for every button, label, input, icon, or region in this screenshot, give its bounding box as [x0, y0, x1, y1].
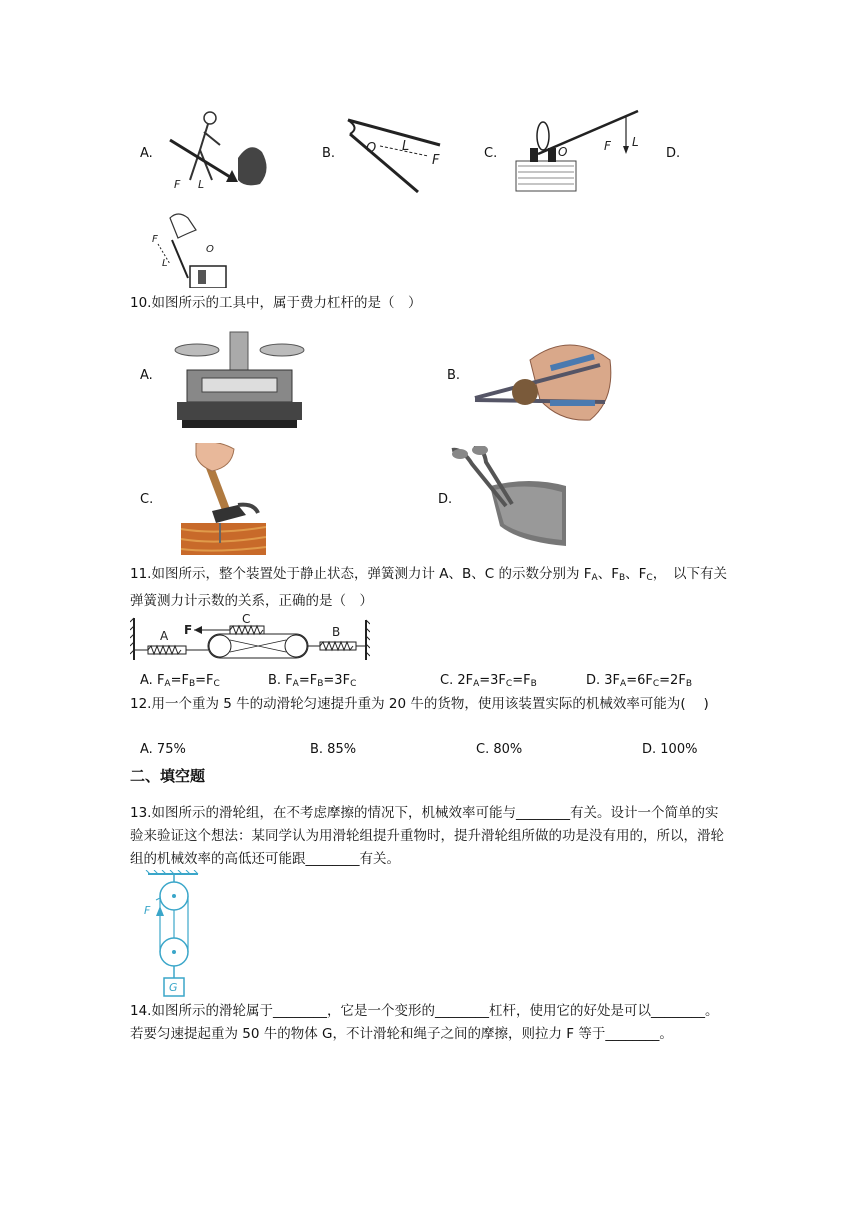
q11-stem: 11.如图所示，整个装置处于静止状态，弹簧测力计 A、B、C 的示数分别为 $F_A$、$F_B$、$F_C$， 以下有关弹簧测力计示数的关系，正确的是（ ） [130, 566, 727, 609]
q12-choice-b[interactable]: B. 85% [310, 742, 357, 757]
q13-fig-label-f: F [144, 904, 151, 917]
q11-fig-label-b: B [332, 625, 341, 639]
q9-figure-d-pedal-lever [140, 208, 235, 288]
q9-option-c-label: C. [484, 146, 498, 161]
q10-figure-c-hammer [176, 443, 266, 555]
q11-choice-c[interactable]: C. $2F_A=3F_C=F_B$ [440, 673, 537, 689]
q12-stem: 12.用一个重为 5 牛的动滑轮匀速提升重为 20 牛的货物，使用该装置实际的机械效率可能为( ) [130, 696, 709, 712]
q11-fig-label-f: F [184, 623, 193, 637]
q11-fig-label-a: A [160, 629, 169, 643]
q9-fig-a-f: F [174, 178, 181, 191]
q9-fig-d-f: F [152, 234, 158, 245]
section-title-fill-in: 二、填空题 [130, 767, 206, 785]
q10-option-b-label: B. [447, 368, 461, 383]
q10-stem: 10.如图所示的工具中，属于费力杠杆的是（ ） [130, 295, 422, 311]
q14-stem: 14.如图所示的滑轮属于________，它是一个变形的________杠杆，使用它的好处是可以________。若要匀速提起重为 50 牛的物体 G，不计滑轮和绳子之间的摩擦，则拉力 F 等于________。 [130, 1003, 719, 1042]
q9-fig-b-f: F [432, 153, 440, 168]
q13-stem: 13.如图所示的滑轮组，在不考虑摩擦的情况下，机械效率可能与________有关。设计一个简单的实验来验证这个想法：某同学认为用滑轮组提升重物时，提升滑轮组所做的功是没有用的，所以，滑轮组的机械效率的高低还可能跟________有关。 [130, 805, 724, 867]
q10-option-c-label: C. [140, 492, 154, 507]
q9-fig-b-l: L [402, 139, 410, 154]
q9-figure-c-rail-lever [508, 106, 648, 196]
q9-figure-b-scissors [340, 110, 450, 195]
q9-fig-c-o: O [558, 145, 568, 159]
q10-figure-d-tongs [450, 446, 568, 550]
q11-fig-label-c: C [242, 614, 251, 626]
q9-fig-b-o: O [366, 141, 377, 156]
q9-figure-a-lever-worker [160, 110, 270, 192]
q11-choice-d[interactable]: D. $3F_A=6F_C=2F_B$ [586, 673, 692, 689]
q11-figure-spring-scale-system [130, 614, 370, 664]
q10-figure-b-nutcracker [470, 330, 615, 422]
q10-option-a-label: A. [140, 368, 153, 383]
q9-fig-d-l: L [162, 258, 168, 269]
q11-choice-a[interactable]: A. $F_A=F_B=F_C$ [140, 673, 220, 689]
q10-option-d-label: D. [438, 492, 453, 507]
q9-option-b-label: B. [322, 146, 336, 161]
q9-fig-c-f: F [604, 139, 611, 153]
q13-fig-label-g: G [169, 981, 178, 994]
q12-choice-a[interactable]: A. 75% [140, 742, 186, 757]
q9-option-d-label: D. [666, 146, 681, 161]
q13-figure-pulley-block [140, 870, 200, 1000]
q9-fig-d-o: O [206, 244, 214, 255]
q10-figure-a-balance-scale [172, 330, 307, 430]
q11-choice-b[interactable]: B. $F_A=F_B=3F_C$ [268, 673, 357, 689]
q12-choice-d[interactable]: D. 100% [642, 742, 698, 757]
q9-fig-c-l: L [632, 135, 639, 149]
q9-option-a-label: A. [140, 146, 153, 161]
q12-choice-c[interactable]: C. 80% [476, 742, 523, 757]
q9-fig-a-l: L [198, 178, 205, 191]
